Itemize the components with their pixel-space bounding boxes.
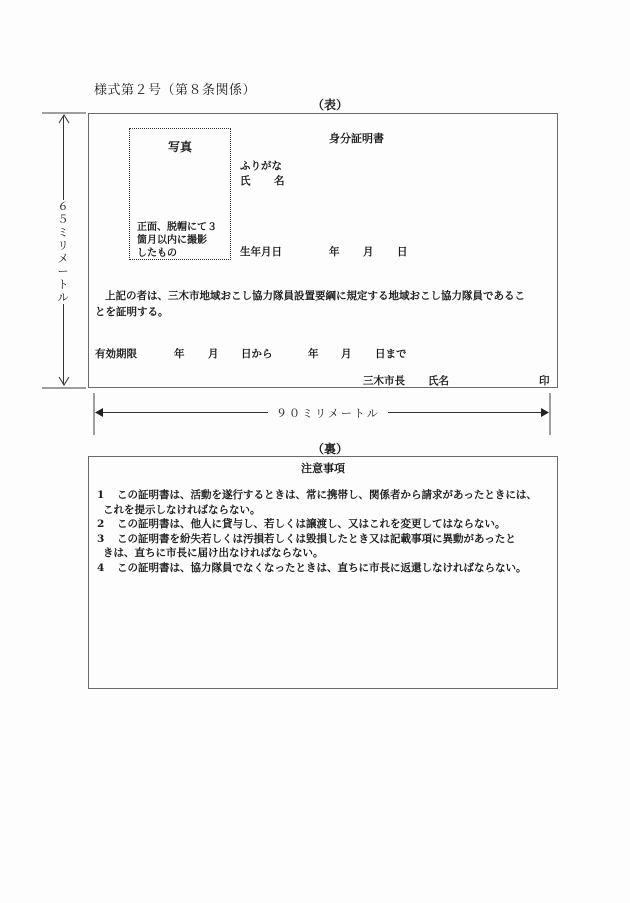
width-dim-right-tick: [549, 393, 551, 435]
form-title: 様式第２号（第８条関係）: [94, 83, 257, 98]
validity-to-month: 月: [341, 348, 352, 360]
note-text: この証明書は、協力隊員でなくなったときは、直ちに市長に返還しなければならない。: [117, 561, 527, 574]
height-char: ミ: [57, 226, 69, 239]
note-text: この証明書を紛失若しくは汚損若しくは毀損したとき又は記載事項に異動があったと: [117, 532, 516, 545]
note-number: 1: [97, 489, 105, 501]
signer-title: 三木市長: [363, 375, 405, 387]
note-text-cont: きは、直ちに市長に届け出なければならない。: [103, 547, 324, 559]
arrow-right-icon: [541, 408, 549, 417]
note-text: この証明書は、活動を遂行するときは、常に携帯し、関係者から請求があったときには、: [117, 489, 537, 501]
height-char: ６: [57, 200, 69, 213]
statement-line: とを証明する。: [95, 306, 169, 318]
furigana-label: ふりがな: [240, 160, 282, 172]
note-item: [97, 488, 555, 517]
height-dim-label: [55, 200, 71, 304]
note-number: 3: [97, 532, 105, 545]
note-number: 4: [97, 561, 105, 574]
validity-to-year: 年: [308, 348, 319, 360]
birthdate-year-unit: 年: [329, 246, 340, 258]
birthdate-month-unit: 月: [363, 246, 374, 258]
arrow-up-icon: [58, 114, 70, 124]
photo-note-line: したもの: [137, 248, 177, 259]
birthdate-label: 生年月日: [240, 246, 282, 258]
id-card-front: [88, 113, 558, 388]
note-text-cont: これを提示しなければならない。: [103, 503, 261, 516]
note-item: [97, 517, 555, 532]
seal-mark: 印: [539, 375, 550, 387]
note-number: 2: [97, 518, 105, 530]
signer-name-label: 氏名: [428, 375, 449, 387]
statement-line: 上記の者は、三木市地域おこし協力隊員設置要綱に規定する地域おこし協力隊員であるこ: [105, 290, 525, 302]
note-text: この証明書は、他人に貸与し、若しくは譲渡し、又はこれを変更してはならない。: [117, 518, 506, 530]
photo-note-line: 正面、脱帽にて３: [137, 222, 217, 233]
validity-label: 有効期限: [95, 348, 137, 360]
validity-from-year: 年: [174, 348, 185, 360]
height-char: メ: [57, 252, 69, 265]
height-dim-bottom-tick: [42, 387, 86, 389]
note-item: [97, 561, 555, 576]
card-title: 身分証明書: [329, 132, 384, 145]
front-side-label: （表）: [312, 98, 349, 112]
validity-from-day: 日から: [241, 348, 273, 360]
back-side-label: （裏）: [312, 442, 349, 456]
height-char: ル: [57, 291, 69, 304]
certification-statement: [95, 288, 553, 320]
height-char: ー: [57, 265, 69, 278]
id-card-back: [88, 456, 558, 689]
height-char: ５: [57, 213, 69, 226]
photo-title: 写真: [167, 140, 192, 154]
name-label-1: 氏: [240, 175, 251, 187]
height-char: リ: [57, 239, 69, 252]
name-label-2: 名: [274, 175, 285, 187]
photo-placeholder: [129, 128, 231, 260]
validity-to-day: 日まで: [375, 348, 407, 360]
arrow-down-icon: [58, 376, 70, 386]
validity-from-month: 月: [208, 348, 219, 360]
arrow-left-icon: [95, 408, 103, 417]
photo-note: [137, 221, 217, 260]
notes-title: 注意事項: [301, 462, 345, 475]
birthdate-day-unit: 日: [397, 246, 408, 258]
notes-list: [97, 488, 555, 575]
height-char: ト: [57, 278, 69, 291]
note-item: [97, 532, 555, 561]
photo-note-line: 箇月以内に撮影: [137, 235, 207, 246]
width-dim-label: ９０ミリメートル: [268, 405, 388, 421]
